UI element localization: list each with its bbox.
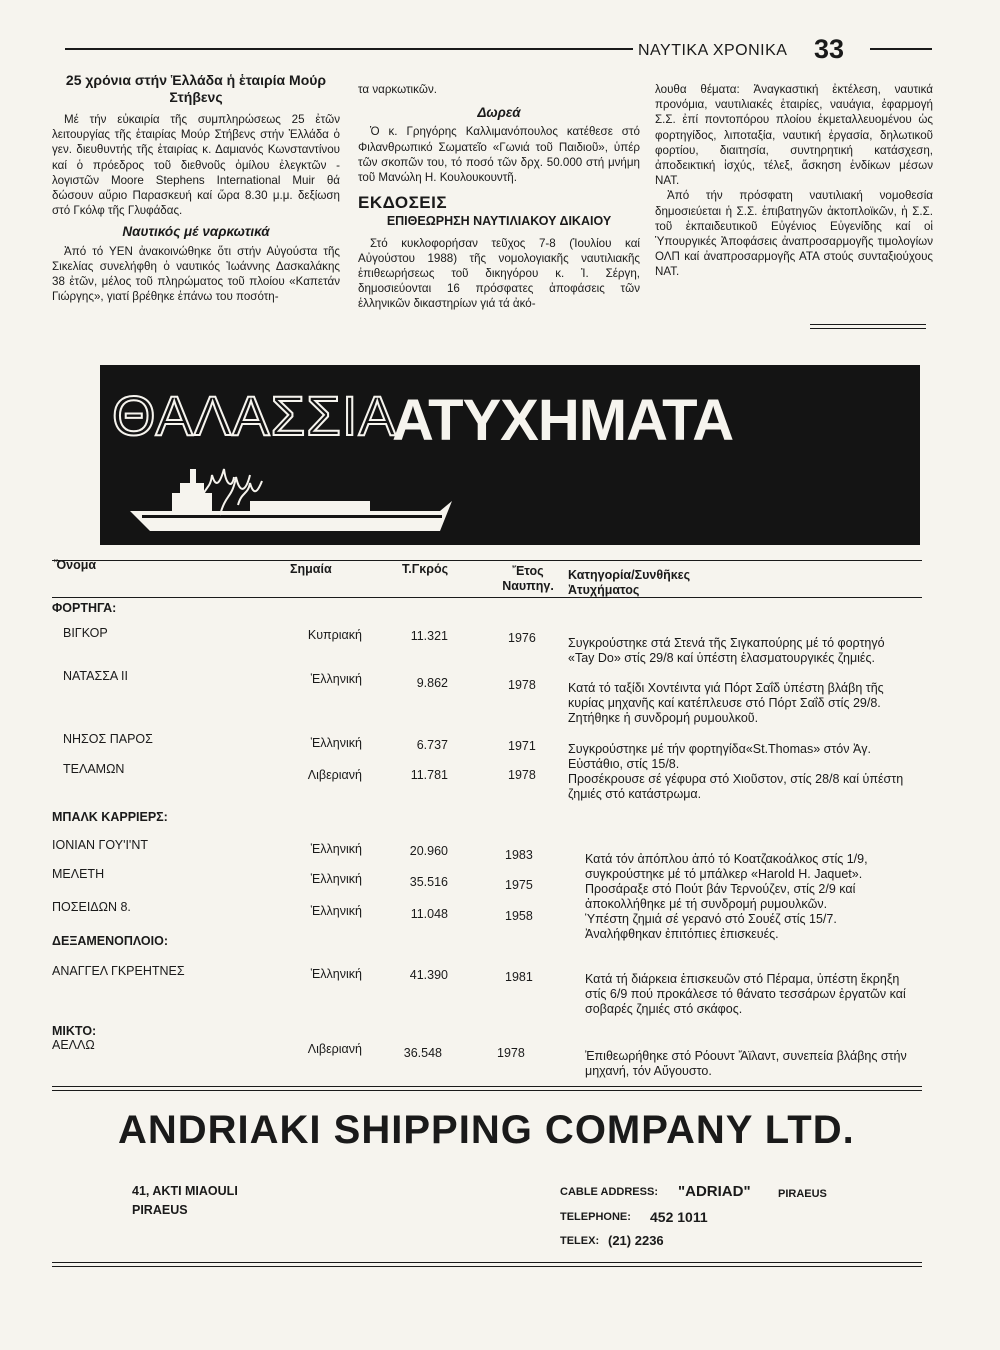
cable-address-value: "ADRIAD"	[678, 1183, 751, 1200]
publication-title: ΝΑΥΤΙΚΑ ΧΡΟΝΙΚΑ	[638, 42, 788, 59]
table-bottom-rule-2	[52, 1090, 922, 1091]
ship-grt: 6.737	[416, 738, 448, 752]
ship-grt: 11.781	[410, 768, 448, 782]
advertiser-address-city: PIRAEUS	[132, 1203, 188, 1217]
header-rule-right	[870, 48, 932, 50]
ship-name: ΝΗΣΟΣ ΠΑΡΟΣ	[63, 732, 153, 746]
article-body-narcotics-cont: τα ναρκωτικῶν.	[358, 83, 437, 96]
ship-year: 1978	[508, 678, 536, 692]
advertiser-address-street: 41, AKTI MIAOULI	[132, 1184, 238, 1198]
accident-description: Προσέκρουσε σέ γέφυρα στό Χιοῦστον, στίς 28/8 καί ὑπέστη ζημιές στό κατάστρωμα.	[568, 772, 904, 801]
column-end-rule-1	[810, 324, 926, 325]
ship-year: 1978	[508, 768, 536, 782]
ship-year: 1983	[505, 848, 533, 862]
accident-description: Συγκρούστηκε μέ τήν φορτηγίδα«St.Thomas» στόν Ἁγ. Εὐστάθιο, στίς 15/8.	[568, 742, 872, 771]
table-top-rule	[52, 560, 922, 561]
category-bulk-carriers: ΜΠΑΛΚ ΚΑΡΡΙΕΡΣ:	[52, 810, 168, 824]
ship-name: ΑΕΛΛΩ	[52, 1038, 95, 1052]
accident-description: Κατά τή διάρκεια ἐπισκευῶν στό Πέραμα, ὑπέστη ἔκρηξη στίς 6/9 πού προκάλεσε τό θάνατο τεσσάρων ἐργατῶν καί σοβαρές ζημιές στό σκάφος.	[585, 972, 906, 1016]
table-header-rule	[52, 597, 922, 598]
category-cargo: ΦΟΡΤΗΓΑ:	[52, 601, 117, 615]
ship-grt: 35.516	[409, 875, 448, 889]
column-end-rule-2	[810, 328, 926, 329]
article-headline-moore-stephens: 25 χρόνια στήν Ἑλλάδα ἡ ἑταιρία Μούρ Στήβενς	[65, 72, 327, 105]
page-bottom-rule-2	[52, 1266, 922, 1267]
col-header-grt: Τ.Γκρός	[402, 562, 449, 576]
col-header-category: Κατηγορία/Συνθῆκες Ἀτυχήματος	[568, 568, 691, 597]
ship-grt: 41.390	[409, 968, 448, 982]
cable-address-city: PIRAEUS	[778, 1188, 827, 1200]
column-3	[655, 82, 933, 280]
telephone-label: TELEPHONE:	[560, 1211, 631, 1223]
table-bottom-rule	[52, 1086, 922, 1087]
banner-word-sea: ΘΑΛΑΣΣΙΑ	[112, 384, 397, 447]
article-headline-narcotics: Ναυτικός μέ ναρκωτικά	[122, 224, 270, 240]
section-heading-publications: ΕΚΔΟΣΕΙΣ	[358, 193, 448, 213]
telephone-value: 452 1011	[650, 1209, 708, 1225]
sea-accidents-banner	[100, 365, 920, 545]
ship-name: ΝΑΤΑΣΣΑ ΙΙ	[63, 669, 129, 683]
article-body-moore-stephens: Μέ τήν εὐκαιρία τῆς συμπληρώσεως 25 ἐτῶν λειτουργίας τῆς ἑταιρίας Μούρ Στήβενς στήν Ἑλλάδα ὁ γεν. διευθυντής τῆς ἑταιρίας κ. Δαμιανός Κωνσταντίνου καί ὁ πρόεδρος τοῦ διεθνοῦς ὁμίλου ἐλεγκτῶν - λογιστῶν Moore Stephens International Muir θά δώσουν αὔριο Παρασκευή καί ὥρα 8.30 μ.μ. δεξίωση στό Γκόλφ τῆς Γλυφάδας.	[52, 113, 340, 218]
ship-flag: Λιβεριανή	[307, 768, 362, 782]
article-body-donation: Ὁ κ. Γρηγόρης Καλλιμανόπουλος κατέθεσε στό Φιλανθρωπικό Σωματεῖο «Γωνιά τοῦ Παιδιοῦ», ὑπέρ τῶν σκοπῶν του, τό ποσό τῶν δρχ. 50.000 στή μνήμη τοῦ Μανώλη Η. Κουλουκουντῆ.	[358, 125, 640, 185]
ship-year: 1971	[508, 739, 536, 753]
ship-grt: 9.862	[416, 676, 448, 690]
ship-flag: Ἑλληνική	[310, 872, 362, 886]
ship-year: 1981	[505, 970, 533, 984]
ship-name: ΠΟΣΕΙΔΩΝ 8.	[52, 900, 131, 914]
article-body-legislation: Ἀπό τήν πρόσφατη ναυτιλιακή νομοθεσία δημοσιεύεται ἡ Σ.Σ. ἐπιβατηγῶν ἀκτοπλοϊκῶν, ἡ Σ.Σ. τοῦ ἐκπαιδευτικοῦ Εὐγένιος Εὐγενίδης καί οἱ Ὑπουργικές Ἀποφάσεις ἀναπροσαρμογῆς τιμολογίων ΟΛΠ καί ἀναπροσαρμογῆς ΑΤΑ στούς συνταξιούχους NAT.	[655, 189, 933, 279]
accident-description: Κατά τόν ἀπόπλου ἀπό τό Κοατζακοάλκος στίς 1/9, συγκρούστηκε μέ τό μπάλκερ «Harold H. Jaquet».	[585, 852, 868, 881]
page-number: 33	[814, 34, 845, 64]
ship-name: ΑΝΑΓΓΕΛ ΓΚΡΕΗΤΝΕΣ	[52, 964, 185, 978]
ship-flag: Λιβεριανή	[307, 1042, 362, 1056]
article-headline-donation: Δωρεά	[477, 105, 521, 121]
telex-value: (21) 2236	[608, 1233, 664, 1248]
ship-year: 1958	[505, 909, 533, 923]
accident-description: Ὑπέστη ζημιά σέ γερανό στό Σουέζ στίς 15/7. Ἀναλήφθηκαν ἐπιτόπιες ἐπισκευές.	[585, 912, 837, 941]
accident-description: Προσάραξε στό Πούτ βάν Τερνούζεν, στίς 2/9 καί ἀποκολλήθηκε μέ τή συνδρομή ρυμουλκῶν.	[585, 882, 856, 911]
page-bottom-rule	[52, 1262, 922, 1263]
telex-label: TELEX:	[560, 1235, 600, 1247]
category-mixed: ΜΙΚΤΟ:	[52, 1024, 97, 1038]
cable-address-label: CABLE ADDRESS:	[560, 1186, 658, 1198]
ship-fire-illustration-icon	[100, 365, 920, 545]
category-tanker: ΔΕΞΑΜΕΝΟΠΛΟΙΟ:	[52, 934, 169, 948]
ship-year: 1975	[505, 878, 533, 892]
accident-description: Ἐπιθεωρήθηκε στό Ρόουντ Ἄϊλαντ, συνεπεία βλάβης στήν μηχανή, τόν Αὔγουστο.	[585, 1049, 907, 1078]
ship-flag: Ἑλληνική	[310, 967, 362, 981]
ship-flag: Ἑλληνική	[310, 842, 362, 856]
ship-year: 1978	[497, 1046, 525, 1060]
article-body-publications-cont: λουθα θέματα: Ἀναγκαστική ἐκτέλεση, ναυτικά προνόμια, ναυτιλιακές ἑταιρίες, ναυάγια, ἐφαρμογή Σ.Σ. ἐπί ποντοπόρου πλοίου ἐκμεταλλευομένου ὡς φορτηγίδος, λιποταξία, ναυτική ἐργασία, δηλωτικοῦ φορτίου, διαιτησία, συντηρητική κατάσχεση, ἀποδεικτική ἰσχύς, τέλεξ, ἄσκηση ἐνδίκων μέσων NAT.	[655, 83, 933, 188]
ship-grt: 11.321	[410, 629, 448, 643]
accident-description: Κατά τό ταξίδι Χοντέιντα γιά Πόρτ Σαΐδ ὑπέστη βλάβη τῆς κυρίας μηχανῆς καί κατέπλευσε στό Πόρτ Σαΐδ στίς 29/8. Ζητήθηκε ἡ συνδρομή ρυμουλκοῦ.	[568, 681, 884, 725]
ship-name: ΜΕΛΕΤΗ	[52, 867, 105, 881]
col-header-flag: Σημαία	[290, 562, 332, 576]
article-body-publications: Στό κυκλοφορήσαν τεῦχος 7-8 (Ἰουλίου καί Αὐγούστου 1988) τῆς νομολογιακῆς ναυτιλιακῆς ἐπιθεωρήσεως τοῦ δικηγόρου κ. Ἰ. Σέργη, δημοσιεύονται 16 πρόσφατες ἀποφάσεις τῶν ἑλληνικῶν δικαστηρίων γιά τά ἀκό-	[358, 236, 640, 311]
ship-name: ΤΕΛΑΜΩΝ	[63, 762, 125, 776]
col-header-year: Ἔτος Ναυπηγ.	[502, 564, 554, 593]
ship-grt: 20.960	[409, 844, 448, 858]
advertiser-company-name: ANDRIAKI SHIPPING COMPANY LTD.	[118, 1108, 855, 1152]
column-1	[52, 72, 340, 304]
banner-word-accidents: ΑΤΥΧΗΜΑΤΑ	[392, 388, 734, 453]
subheading-maritime-law-review: ΕΠΙΘΕΩΡΗΣΗ ΝΑΥΤΙΛΙΑΚΟΥ ΔΙΚΑΙΟΥ	[386, 214, 612, 229]
ship-name: ΙΟΝΙΑΝ ΓΟΥ'Ι'ΝΤ	[52, 838, 148, 852]
ship-flag: Ἑλληνική	[310, 736, 362, 750]
accident-description: Συγκρούστηκε στά Στενά τῆς Σιγκαπούρης μέ τό φορτηγό «Tay Do» στίς 29/8 καί ὑπέστη ἐλασματουργικές ζημιές.	[568, 636, 885, 665]
ship-grt: 36.548	[403, 1046, 442, 1060]
header-rule-left	[65, 48, 633, 50]
col-header-name: Ὄνομα	[54, 558, 97, 572]
ship-year: 1976	[508, 631, 536, 645]
ship-name: ΒΙΓΚΟΡ	[63, 626, 108, 640]
article-body-narcotics: Ἀπό τό ΥΕΝ ἀνακοινώθηκε ὅτι στήν Αὐγούστα τῆς Σικελίας συνελήφθη ὁ ναυτικός Ἰωάννης Δασκαλάκης 38 ἐτῶν, μέλος τοῦ πληρώματος τοῦ πλοίου «Καπετάν Γιώργης», γιατί βρέθηκε ἐπάνω του ποσότη-	[52, 244, 340, 304]
column-2	[358, 82, 640, 312]
ship-flag: Ἑλληνική	[310, 904, 362, 918]
ship-flag: Ἑλληνική	[310, 672, 362, 686]
ship-grt: 11.048	[410, 907, 448, 921]
ship-flag: Κυπριακή	[307, 628, 362, 642]
